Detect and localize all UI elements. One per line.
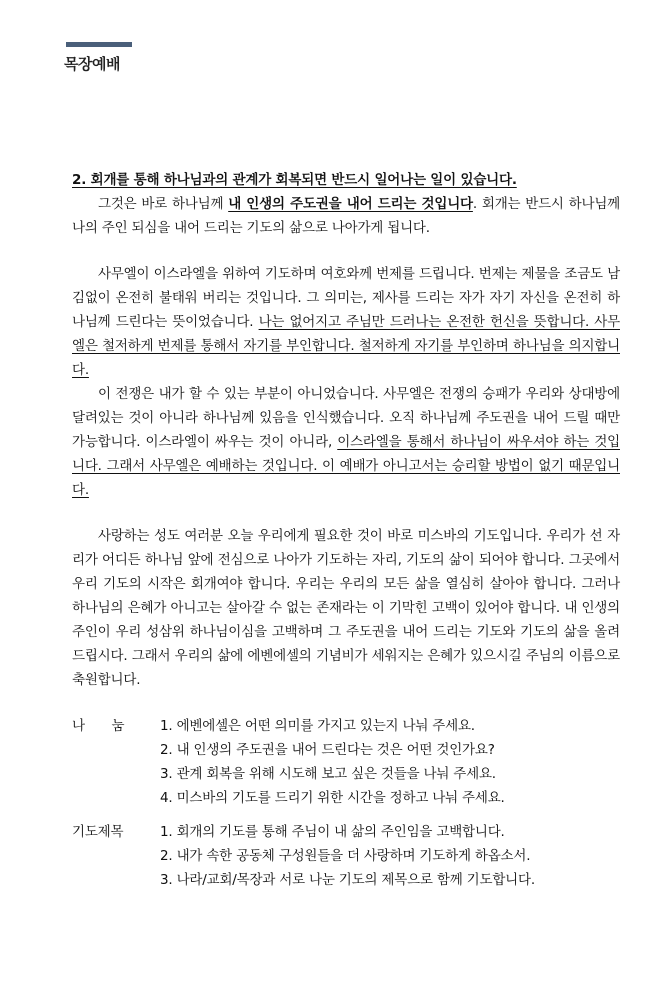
- section-spacer: [72, 692, 620, 714]
- prayer-list: [160, 820, 620, 892]
- prayer-section: [72, 820, 620, 892]
- paragraph-spacer: [72, 502, 620, 524]
- paragraph-2: [72, 262, 620, 382]
- list-spacer: [72, 810, 620, 820]
- prayer-item: 2. 내가 속한 공동체 구성원들을 더 사랑하며 기도하게 하옵소서.: [160, 848, 531, 864]
- paragraph-3-underline: 이스라엘을 통해서 하나님이 싸우셔야 하는 것입니다. 그래서 사무엘은 예배하는 것입니다. 이 예배가 아니고서는 승리할 방법이 없기 때문입니다.: [72, 434, 620, 498]
- paragraph-2-text-a: 사무엘이 이스라엘을 위하여 기도하며 여호와께 번제를 드립니다. 번제는 제물을 조금도 남김없이 온전히 불태워 버리는 것입니다. 그 의미는, 제사를 드리는 자가 자기 자신을 온전히 하나님께 드린다는 뜻이었습니다.: [72, 266, 620, 330]
- paragraph-1-text-c: . 회개는 반드시 하나님께 나의 주인 되심을 내어 드리는 기도의 삶으로 나아가게 됩니다.: [72, 196, 621, 236]
- paragraph-1-text-a: 그것은 바로 하나님께: [98, 196, 229, 212]
- paragraph-spacer: [72, 240, 620, 262]
- sharing-label: 나 눔: [72, 718, 125, 734]
- paragraph-4: 사랑하는 성도 여러분 오늘 우리에게 필요한 것이 바로 미스바의 기도입니다. 우리가 선 자리가 어디든 하나님 앞에 전심으로 나아가 기도하는 자리, 기도의 삶이 되어야 합니다. 그곳에서 우리 기도의 시작은 회개여야 합니다. 우리는 우리의 모든 삶을 열심히 살아야 합니다. 그러나 하나님의 은혜가 아니고는 살아갈 수 없는 존재라는 이 기막힌 고백이 있어야 합니다. 내 인생의 주인이 우리 성삼위 하나님이심을 고백하며 그 주도권을 내어 드리는 기도와 기도의 삶을 올려드립시다. 그래서 우리의 삶에 에벤에셀의 기념비가 세워지는 은혜가 있으시길 주님의 이름으로 축원합니다.: [72, 528, 620, 688]
- sharing-item: 3. 관계 회복을 위해 시도해 보고 싶은 것들을 나눠 주세요.: [160, 766, 496, 782]
- paragraph-3-text-a: 이 전쟁은 내가 할 수 있는 부분이 아니었습니다. 사무엘은 전쟁의 승패가 우리와 상대방에 달려있는 것이 아니라 하나님께 있음을 인식했습니다. 오직 하나님께 주도권을 내어 드릴 때만 가능합니다. 이스라엘이 싸우는 것이 아니라,: [72, 386, 620, 450]
- sharing-item: 2. 내 인생의 주도권을 내어 드린다는 것은 어떤 것인가요?: [160, 742, 495, 758]
- sharing-section: [72, 714, 620, 810]
- paragraph-3: [72, 382, 620, 502]
- prayer-label: 기도제목: [72, 824, 124, 840]
- sharing-item: 1. 에벤에셀은 어떤 의미를 가지고 있는지 나눠 주세요.: [160, 718, 475, 734]
- paragraph-1-emphasis: 내 인생의 주도권을 내어 드리는 것입니다: [228, 196, 473, 212]
- paragraph-1: [72, 192, 620, 240]
- sharing-list: [160, 714, 620, 810]
- prayer-item: 3. 나라/교회/목장과 서로 나눈 기도의 제목으로 함께 기도합니다.: [160, 872, 535, 888]
- header-title: 목장예배: [64, 55, 120, 73]
- header-accent-bar: [66, 42, 132, 47]
- paragraph-2-underline: 나는 없어지고 주님만 드러나는 온전한 헌신을 뜻합니다. 사무엘은 철저하게 번제를 통해서 자기를 부인합니다. 철저하게 자기를 부인하며 하나님을 의지합니다.: [72, 314, 620, 378]
- prayer-item: 1. 회개의 기도를 통해 주님이 내 삶의 주인임을 고백합니다.: [160, 824, 505, 840]
- document-body: [72, 168, 620, 892]
- sharing-item: 4. 미스바의 기도를 드리기 위한 시간을 정하고 나눠 주세요.: [160, 790, 505, 806]
- section-heading: 2. 회개를 통해 하나님과의 관계가 회복되면 반드시 일어나는 일이 있습니다.: [72, 172, 517, 188]
